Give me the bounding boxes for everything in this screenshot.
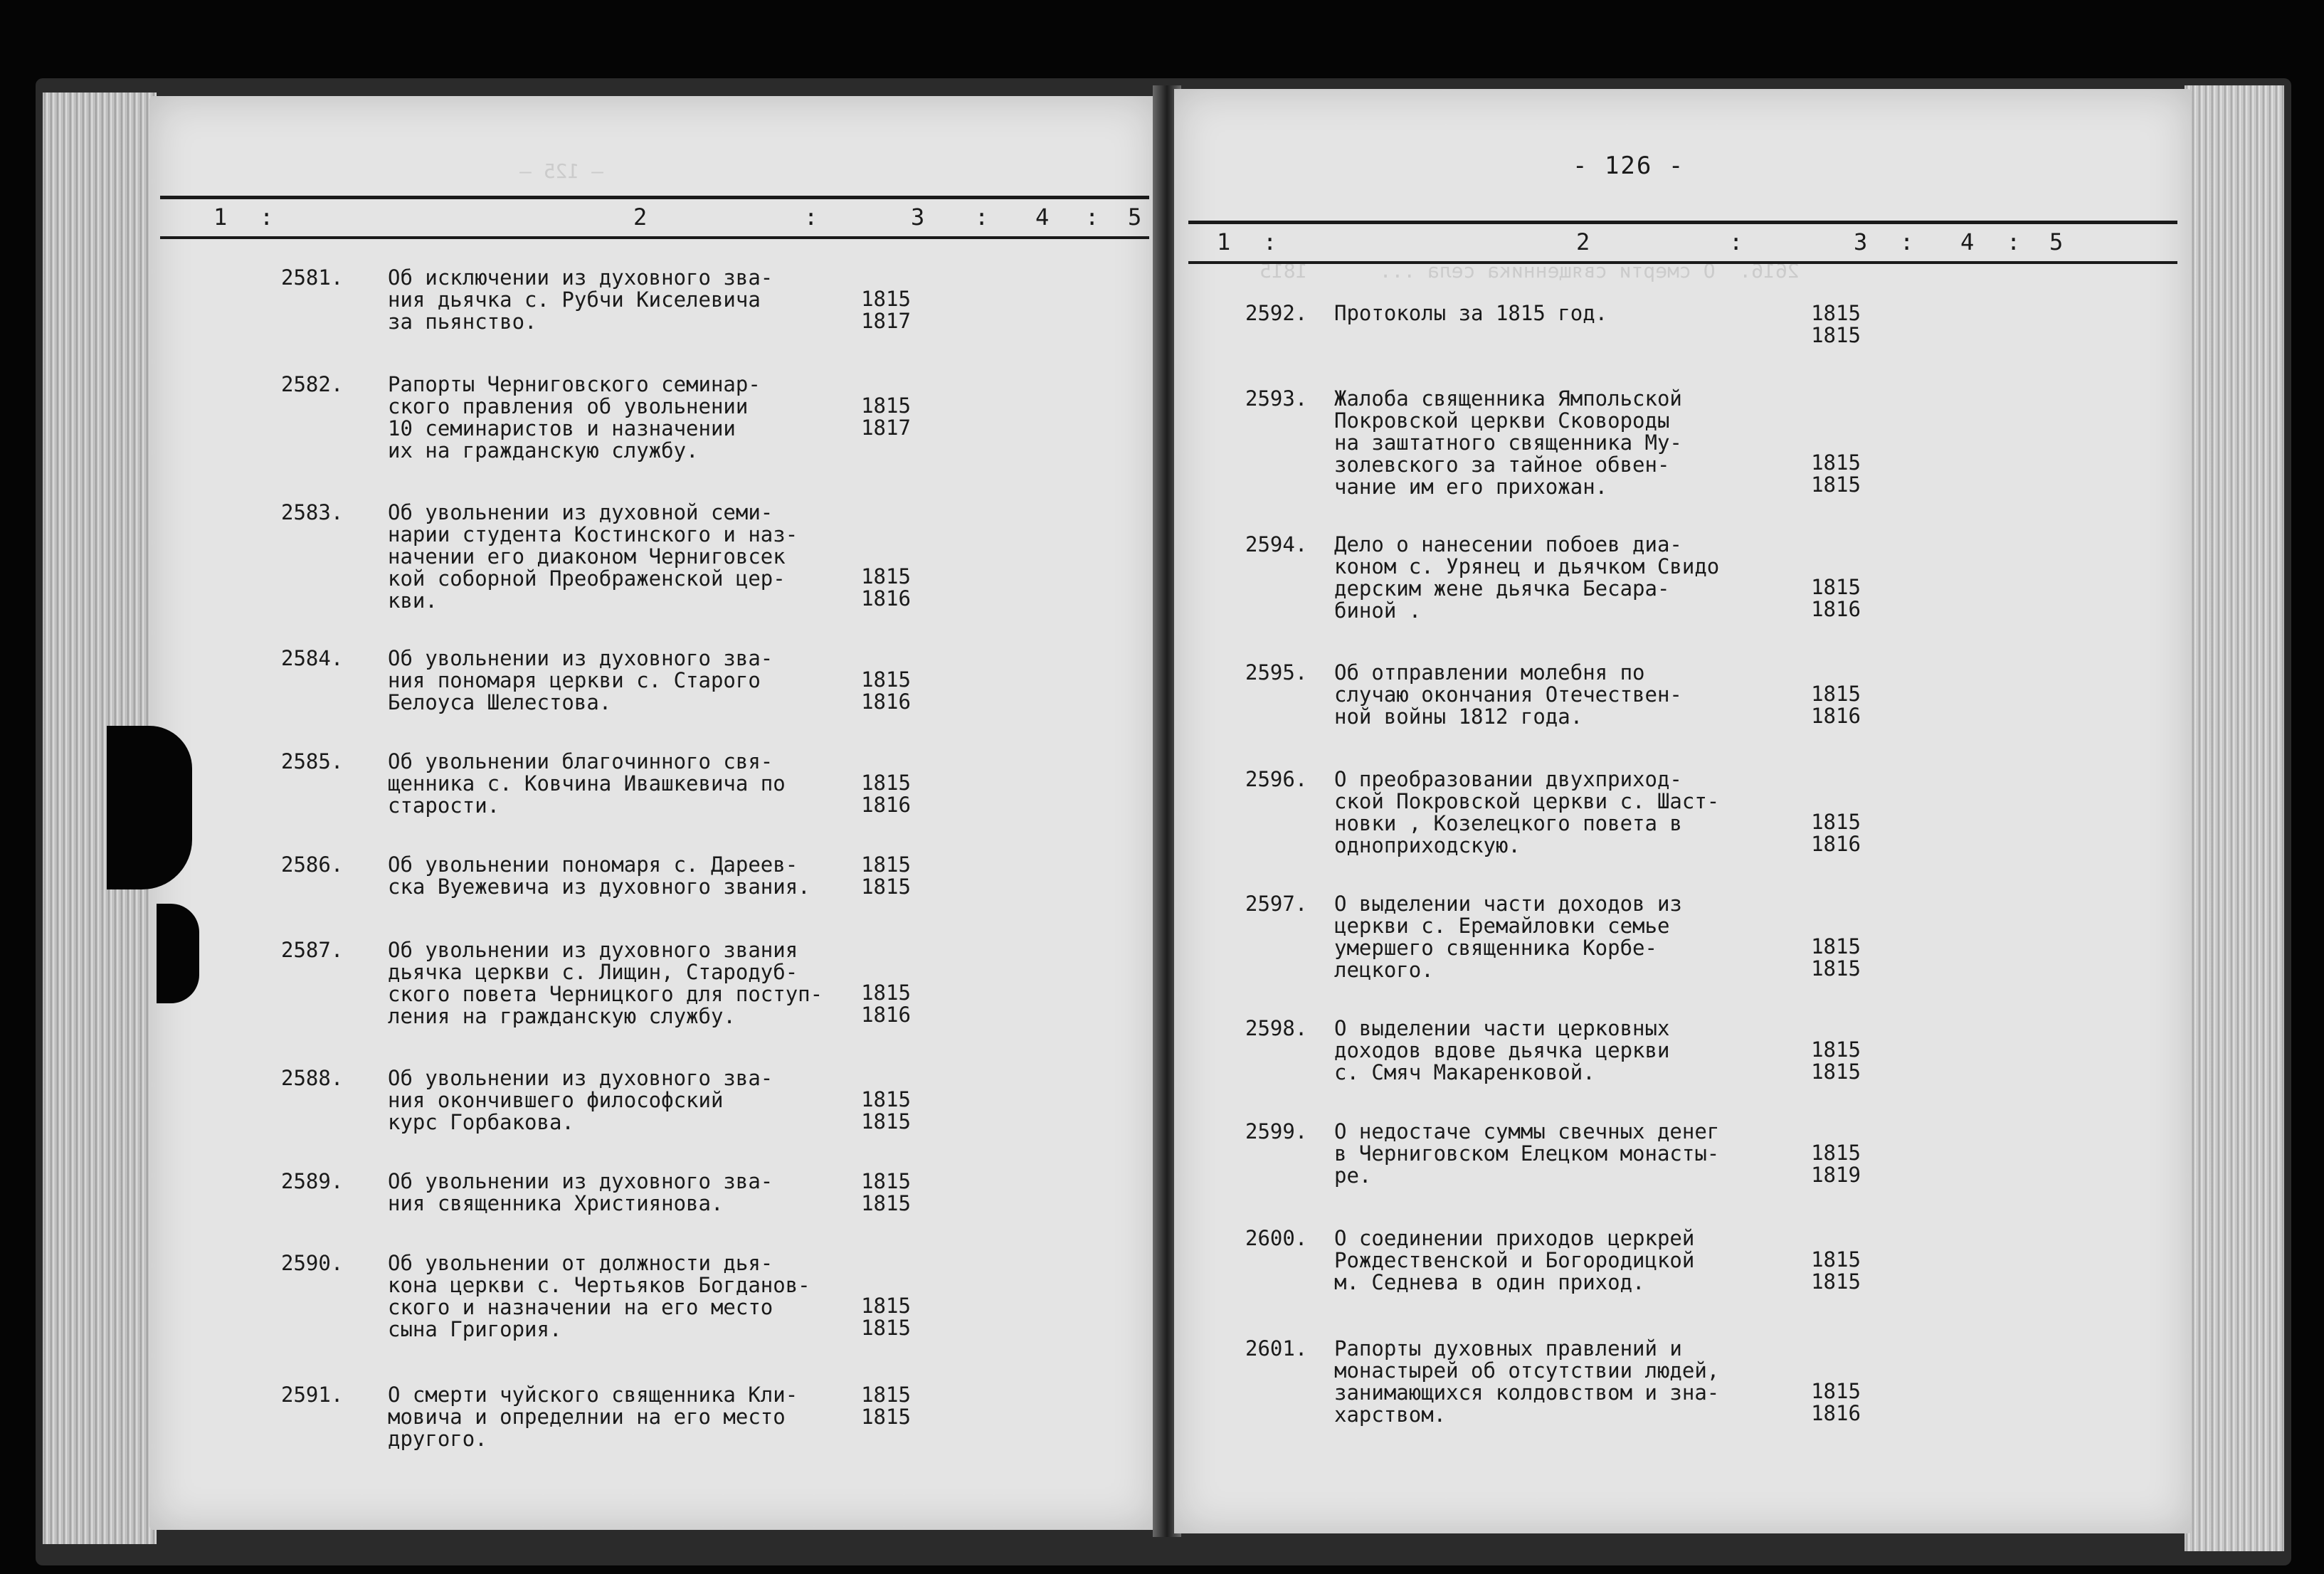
entry-number: 2598. — [1245, 1016, 1308, 1040]
entry-description: Об увольнении пономаря с. Дареев- ска Вуежевича из духовного звания. — [388, 852, 810, 899]
start-year: 1815 — [861, 771, 911, 795]
entry-years — [1793, 1380, 1879, 1425]
entry-description: Об увольнении из духовного зва- ния священника Християнова. — [388, 1169, 773, 1215]
col-sep: : — [2007, 228, 2021, 255]
entry-number: 2594. — [1245, 532, 1308, 556]
entry-description: Об отправлении молебня по случаю окончания Отечествен- ной войны 1812 года. — [1334, 660, 1682, 729]
entry-description: Об увольнении из духовного звания дьячка церкви с. Лищин, Стародуб- ского повета Черницкого для поступ- ления на гражданскую службу. — [388, 938, 823, 1028]
entry-years — [843, 1295, 929, 1339]
start-year: 1815 — [1811, 810, 1861, 834]
end-year: 1819 — [1811, 1163, 1861, 1187]
start-year: 1815 — [861, 1383, 911, 1407]
col-1-label: 1 — [213, 204, 228, 231]
end-year: 1815 — [1811, 472, 1861, 497]
col-3-label: 3 — [911, 204, 925, 231]
entry-number: 2599. — [1245, 1119, 1308, 1143]
entry-description: О недостаче суммы свечных денег в Черниговском Елецком монасты- ре. — [1334, 1119, 1720, 1188]
right-page — [1174, 89, 2192, 1533]
entry-years — [843, 566, 929, 610]
entry-description: Об увольнении из духовной семи- нарии студента Костинского и наз- начении его диаконом Черниговсек кой соборной Преображенской цер- кви. — [388, 500, 798, 613]
start-year: 1815 — [1811, 450, 1861, 475]
entry-years — [843, 669, 929, 713]
entry-description: О смерти чуйского священника Кли- мовича и определнии на его место другого. — [388, 1383, 798, 1451]
entry-description: Об увольнении благочинного свя- щенника с. Ковчина Ивашкевича по старости. — [388, 749, 786, 818]
start-year: 1815 — [861, 394, 911, 418]
bleed-through-text: — 125 — — [519, 159, 604, 183]
entry-number: 2588. — [281, 1066, 344, 1090]
entry-years — [1793, 936, 1879, 980]
col-2-label: 2 — [633, 204, 648, 231]
end-year: 1816 — [1811, 597, 1861, 621]
entry-description: Дело о нанесении побоев диа- коном с. Урянец и дьячком Свидо дерским жене дьячка Бесара- биной . — [1334, 532, 1720, 623]
entry-description: О выделении части церковных доходов вдове дьячка церкви с. Смяч Макаренковой. — [1334, 1016, 1670, 1084]
entry-number: 2601. — [1245, 1336, 1308, 1361]
col-sep: : — [804, 204, 818, 231]
entry-years — [843, 1089, 929, 1133]
entry-description: О преобразовании двухприход- ской Покровской церкви с. Шаст- новки , Козелецкого повета в одноприходскую. — [1334, 767, 1720, 857]
col-sep: : — [1085, 204, 1099, 231]
end-year: 1817 — [861, 309, 911, 333]
entry-number: 2589. — [281, 1169, 344, 1193]
left-page — [149, 96, 1156, 1530]
col-sep: : — [1900, 228, 1914, 255]
col-4-label: 4 — [1960, 228, 1975, 255]
entry-number: 2587. — [281, 938, 344, 962]
end-year: 1815 — [861, 1109, 911, 1134]
col-sep: : — [1263, 228, 1277, 255]
start-year: 1815 — [1811, 575, 1861, 599]
entry-description: Рапорты Черниговского семинар- ского правления об увольнении 10 семинаристов и назначении их на гражданскую службу. — [388, 372, 761, 463]
end-year: 1815 — [861, 1405, 911, 1429]
entry-years — [1793, 811, 1879, 855]
start-year: 1815 — [1811, 301, 1861, 325]
start-year: 1815 — [861, 1294, 911, 1318]
torn-page-damage — [107, 726, 192, 889]
entry-years — [1793, 1249, 1879, 1293]
entry-description: Рапорты духовных правлений и монастырей об отсутствии людей, занимающихся колдовством и зна- харством. — [1334, 1336, 1720, 1427]
col-2-label: 2 — [1576, 228, 1590, 255]
entry-number: 2592. — [1245, 301, 1308, 325]
start-year: 1815 — [861, 1169, 911, 1193]
entry-number: 2595. — [1245, 660, 1308, 685]
entry-description: Протоколы за 1815 год. — [1334, 301, 1608, 325]
start-year: 1815 — [1811, 1379, 1861, 1403]
entry-description: Об увольнении из духовного зва- ния окончившего философский курс Горбакова. — [388, 1066, 773, 1134]
entry-years — [1793, 452, 1879, 496]
start-year: 1815 — [861, 852, 911, 877]
col-sep: : — [1729, 228, 1743, 255]
entry-description: Жалоба священника Ямпольской Покровской церкви Сковороды на заштатного священника Му- золевского за тайное обвен- чание им его прихожан. — [1334, 386, 1682, 499]
entry-years — [843, 288, 929, 332]
end-year: 1816 — [1811, 832, 1861, 856]
end-year: 1816 — [861, 690, 911, 714]
entry-description: О соединении приходов церкрей Рождественской и Богородицкой м. Седнева в один приход. — [1334, 1226, 1695, 1294]
entry-years — [843, 854, 929, 898]
entry-years — [1793, 1039, 1879, 1083]
end-year: 1816 — [861, 586, 911, 611]
entry-number: 2582. — [281, 372, 344, 396]
entry-number: 2600. — [1245, 1226, 1308, 1250]
right-column-header — [1188, 221, 2177, 264]
start-year: 1815 — [1811, 1037, 1861, 1062]
start-year: 1815 — [861, 564, 911, 588]
col-5-label: 5 — [1128, 204, 1142, 231]
entry-years — [1793, 302, 1879, 347]
end-year: 1815 — [1811, 1060, 1861, 1084]
start-year: 1815 — [861, 1087, 911, 1111]
col-3-label: 3 — [1854, 228, 1868, 255]
entry-years — [843, 772, 929, 816]
start-year: 1815 — [1811, 1247, 1861, 1272]
page-number: - 126 - — [1573, 152, 1685, 180]
col-sep: : — [975, 204, 989, 231]
end-year: 1816 — [1811, 1401, 1861, 1425]
entry-number: 2590. — [281, 1251, 344, 1275]
entry-years — [843, 395, 929, 439]
col-4-label: 4 — [1035, 204, 1050, 231]
end-year: 1815 — [1811, 956, 1861, 981]
end-year: 1815 — [1811, 323, 1861, 347]
end-year: 1816 — [861, 793, 911, 817]
bleed-through-text: 2616. О смерти священника села ... 1815 — [1259, 259, 1800, 282]
col-1-label: 1 — [1217, 228, 1231, 255]
col-5-label: 5 — [2049, 228, 2064, 255]
end-year: 1817 — [861, 416, 911, 440]
entry-number: 2586. — [281, 852, 344, 877]
start-year: 1815 — [861, 287, 911, 311]
start-year: 1815 — [861, 667, 911, 692]
entry-years — [843, 1384, 929, 1428]
entry-years — [1793, 1142, 1879, 1186]
entry-number: 2584. — [281, 646, 344, 670]
entry-description: Об увольнении из духовного зва- ния пономаря церкви с. Старого Белоуса Шелестова. — [388, 646, 773, 714]
right-page-edges — [2185, 85, 2284, 1551]
entry-number: 2581. — [281, 265, 344, 290]
entry-years — [843, 1171, 929, 1215]
end-year: 1815 — [1811, 1269, 1861, 1294]
entry-years — [1793, 576, 1879, 620]
entry-number: 2583. — [281, 500, 344, 524]
entry-number: 2597. — [1245, 892, 1308, 916]
entry-years — [1793, 683, 1879, 727]
start-year: 1815 — [1811, 934, 1861, 958]
end-year: 1815 — [861, 1316, 911, 1340]
entry-years — [843, 982, 929, 1026]
col-sep: : — [260, 204, 274, 231]
end-year: 1815 — [861, 875, 911, 899]
end-year: 1816 — [861, 1003, 911, 1027]
start-year: 1815 — [861, 981, 911, 1005]
start-year: 1815 — [1811, 682, 1861, 706]
entry-number: 2591. — [281, 1383, 344, 1407]
entry-number: 2593. — [1245, 386, 1308, 411]
start-year: 1815 — [1811, 1141, 1861, 1165]
entry-number: 2585. — [281, 749, 344, 773]
end-year: 1815 — [861, 1191, 911, 1215]
end-year: 1816 — [1811, 704, 1861, 728]
entry-number: 2596. — [1245, 767, 1308, 791]
left-column-header — [160, 196, 1149, 239]
entry-description: Об исключении из духовного зва- ния дьячка с. Рубчи Киселевича за пьянство. — [388, 265, 773, 334]
torn-page-damage — [157, 904, 199, 1003]
entry-description: Об увольнении от должности дья- кона церкви с. Чертьяков Богданов- ского и назначении на его место сына Григория. — [388, 1251, 810, 1341]
entry-description: О выделении части доходов из церкви с. Еремайловки семье умершего священника Корбе- лецкого. — [1334, 892, 1682, 982]
